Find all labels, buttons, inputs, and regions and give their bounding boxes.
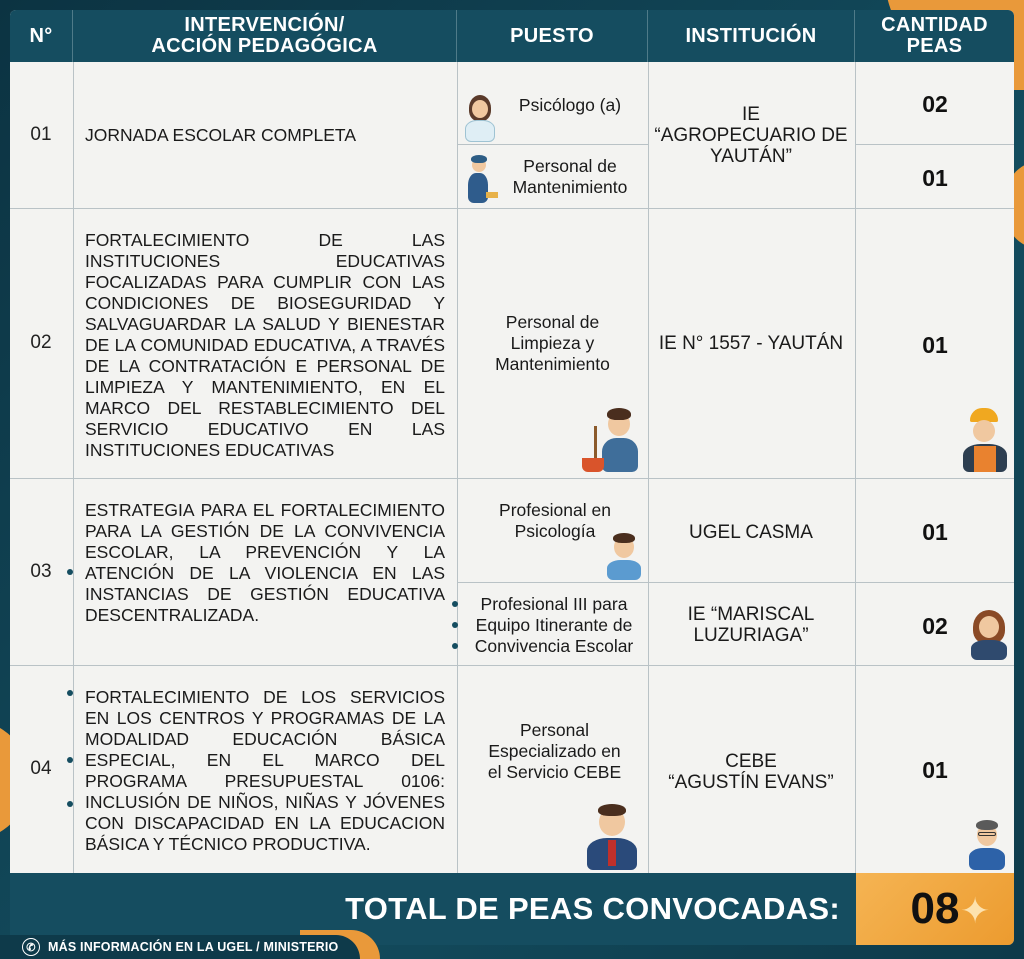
businessman-icon xyxy=(584,802,640,870)
woman-icon xyxy=(968,610,1010,660)
total-label: TOTAL DE PEAS CONVOCADAS: xyxy=(345,891,840,926)
header-puesto: PUESTO xyxy=(457,10,648,62)
divider xyxy=(10,478,1014,479)
info-link[interactable] xyxy=(22,937,338,957)
row-puesto: Personal Especializado en el Servicio CEBE xyxy=(487,719,622,782)
worker-icon xyxy=(958,408,1012,474)
bullet-dot xyxy=(452,643,458,649)
info-text: MÁS INFORMACIÓN EN LA UGEL / MINISTERIO xyxy=(48,940,339,954)
row-puesto: Profesional III para Equipo Itinerante de Convivencia Escolar xyxy=(474,593,634,656)
row-cantidad: 01 xyxy=(922,164,948,191)
table-header xyxy=(10,10,1014,62)
janitor-icon xyxy=(462,154,498,206)
peas-table xyxy=(10,10,1014,945)
row-cantidad: 02 xyxy=(922,90,948,117)
row-number: 03 xyxy=(30,560,52,582)
row-institucion: IE “MARISCAL LUZURIAGA” xyxy=(687,604,815,646)
row-institucion: IE “AGROPECUARIO DE YAUTÁN” xyxy=(654,103,848,167)
bullet-dot xyxy=(452,622,458,628)
row-institucion: IE N° 1557 - YAUTÁN xyxy=(658,332,844,354)
total-value: 08 xyxy=(856,873,1014,945)
divider xyxy=(73,62,74,873)
row-puesto: Psicólogo (a) xyxy=(518,94,622,115)
divider xyxy=(457,582,1014,583)
bullet-dot xyxy=(452,601,458,607)
divider xyxy=(457,144,648,145)
row-intervencion: ESTRATEGIA PARA EL FORTALECIMIENTO PARA LA GESTIÓN DE LA CONVIVENCIA ESCOLAR, LA PREVENCIÓN Y LA ATENCIÓN DE LA VIOLENCIA EN LAS INSTANCIAS DE GESTIÓN EDUCATIVA DESCENTRALIZADA. xyxy=(85,500,445,625)
header-institucion: INSTITUCIÓN xyxy=(648,10,855,62)
row-intervencion: FORTALECIMIENTO DE LAS INSTITUCIONES EDUCATIVAS FOCALIZADAS PARA CUMPLIR CON LAS CONDICIONES DE BIOSEGURIDAD Y SALVAGUARDAR LA SALUD Y BIENESTAR DE LA COMUNIDAD EDUCATIVA, A TRAVÉS DE LA CONTRATACIÓN E PERSONAL DE LIMPIEZA Y MANTENIMIENTO, EN EL MARCO DEL RESTABLECIMIENTO DEL SERVICIO EDUCATIVO EN LAS INSTITUCIONES EDUCATIVAS xyxy=(85,230,445,460)
row-cantidad: 02 xyxy=(922,612,948,639)
divider xyxy=(10,208,1014,209)
row-institucion: UGEL CASMA xyxy=(689,521,813,543)
row-puesto: Personal de Mantenimiento xyxy=(512,156,628,197)
row-puesto: Profesional en Psicología xyxy=(499,500,611,541)
row-cantidad: 01 xyxy=(922,756,948,783)
row-number: 04 xyxy=(30,758,52,779)
phone-icon: ✆ xyxy=(22,938,40,956)
divider xyxy=(10,665,1014,666)
header-intervencion: INTERVENCIÓN/ ACCIÓN PEDAGÓGICA xyxy=(73,10,457,62)
teacher-icon xyxy=(966,818,1008,870)
professional-icon xyxy=(604,532,644,580)
cleaner-icon xyxy=(582,406,644,474)
header-num: N° xyxy=(10,10,73,62)
row-number: 01 xyxy=(30,124,52,145)
row-intervencion: FORTALECIMIENTO DE LOS SERVICIOS EN LOS CENTROS Y PROGRAMAS DE LA MODALIDAD EDUCACIÓN BÁSICA ESPECIAL, EN EL MARCO DEL PROGRAMA PRESUPUESTAL 0106: INCLUSIÓN DE NIÑOS, NIÑAS Y JÓVENES CON DISCAPACIDAD EN LA EDUCACION BÁSICA Y TÉCNICO PRODUCTIVA. xyxy=(85,687,445,854)
header-cantidad: CANTIDAD PEAS xyxy=(881,14,988,57)
row-cantidad: 01 xyxy=(922,331,948,358)
row-intervencion: JORNADA ESCOLAR COMPLETA xyxy=(85,125,356,145)
bullet-dot xyxy=(67,569,73,575)
sparkle-icon: ✦ xyxy=(960,890,991,931)
divider xyxy=(855,144,1014,145)
row-number: 02 xyxy=(30,332,52,353)
row-institucion: CEBE “AGUSTÍN EVANS” xyxy=(668,751,834,793)
row-cantidad: 01 xyxy=(922,518,948,545)
row-puesto: Personal de Limpieza y Mantenimiento xyxy=(495,311,610,374)
divider xyxy=(457,62,458,873)
doctor-icon xyxy=(462,94,498,142)
